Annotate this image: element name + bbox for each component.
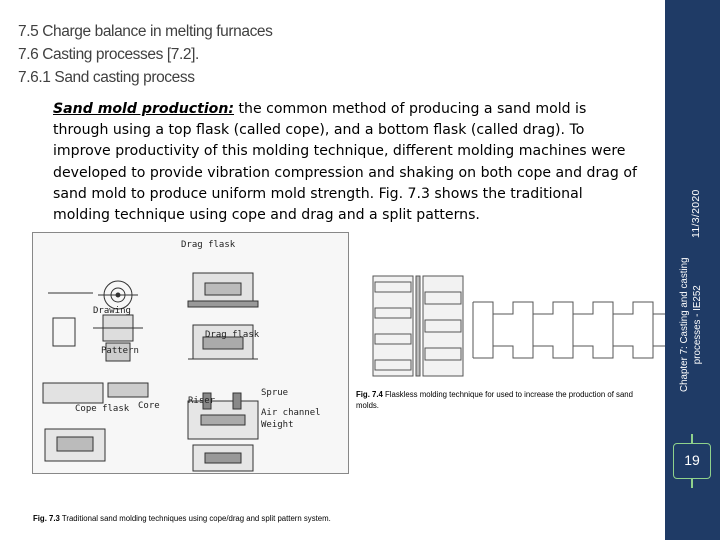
label-sprue: Sprue bbox=[261, 388, 289, 398]
fig74-caption-text: Flaskless molding technique for used to increase the production of sand molds. bbox=[356, 390, 633, 410]
fig73-caption-text: Traditional sand molding techniques using cope/drag and split pattern system. bbox=[59, 514, 331, 523]
label-drawing: Drawing bbox=[93, 306, 131, 316]
label-drag-flask-2: Drag flask bbox=[205, 330, 260, 340]
figure-7-3-caption bbox=[33, 514, 343, 525]
slide-title bbox=[18, 20, 273, 89]
label-pattern: Pattern bbox=[101, 346, 139, 356]
title-line-2: 7.6 Casting processes [7.2]. bbox=[18, 46, 199, 63]
figure-7-4-caption bbox=[356, 390, 656, 411]
label-core: Core bbox=[138, 401, 160, 411]
title-line-3: 7.6.1 Sand casting process bbox=[18, 69, 195, 86]
title-line-1: 7.5 Charge balance in melting furnaces bbox=[18, 23, 273, 40]
fig74-caption-label: Fig. 7.4 bbox=[356, 390, 383, 399]
label-weight: Weight bbox=[261, 420, 294, 430]
figure-7-4-image bbox=[353, 262, 665, 387]
page-number: 19 bbox=[673, 443, 711, 479]
label-air-channel: Air channel bbox=[261, 408, 321, 418]
slide-date: 11/3/2020 bbox=[690, 189, 702, 238]
fig73-caption-label: Fig. 7.3 bbox=[33, 514, 60, 523]
body-paragraph bbox=[53, 99, 643, 226]
label-drag-flask: Drag flask bbox=[181, 240, 236, 250]
body-lead: Sand mold production: bbox=[53, 101, 235, 117]
chapter-line-2: processes - IE252 bbox=[692, 285, 703, 365]
figure-7-3-image bbox=[32, 232, 349, 474]
label-riser: Riser bbox=[188, 396, 216, 406]
body-text: the common method of producing a sand mold is through using a top flask (called cope), and a bottom flask (called drag). To improve productivity of this molding technique, different molding machines were developed to provide vibration compression and shaking on both cope and drag of sand mold to produce uniform mold strength. Fig. 7.3 shows the traditional molding technique using cope and drag and a split patterns. bbox=[53, 101, 637, 224]
chapter-line-1: Chapter 7: Casting and casting bbox=[679, 257, 690, 392]
chapter-footer bbox=[678, 257, 704, 392]
label-cope-flask: Cope flask bbox=[75, 404, 130, 414]
